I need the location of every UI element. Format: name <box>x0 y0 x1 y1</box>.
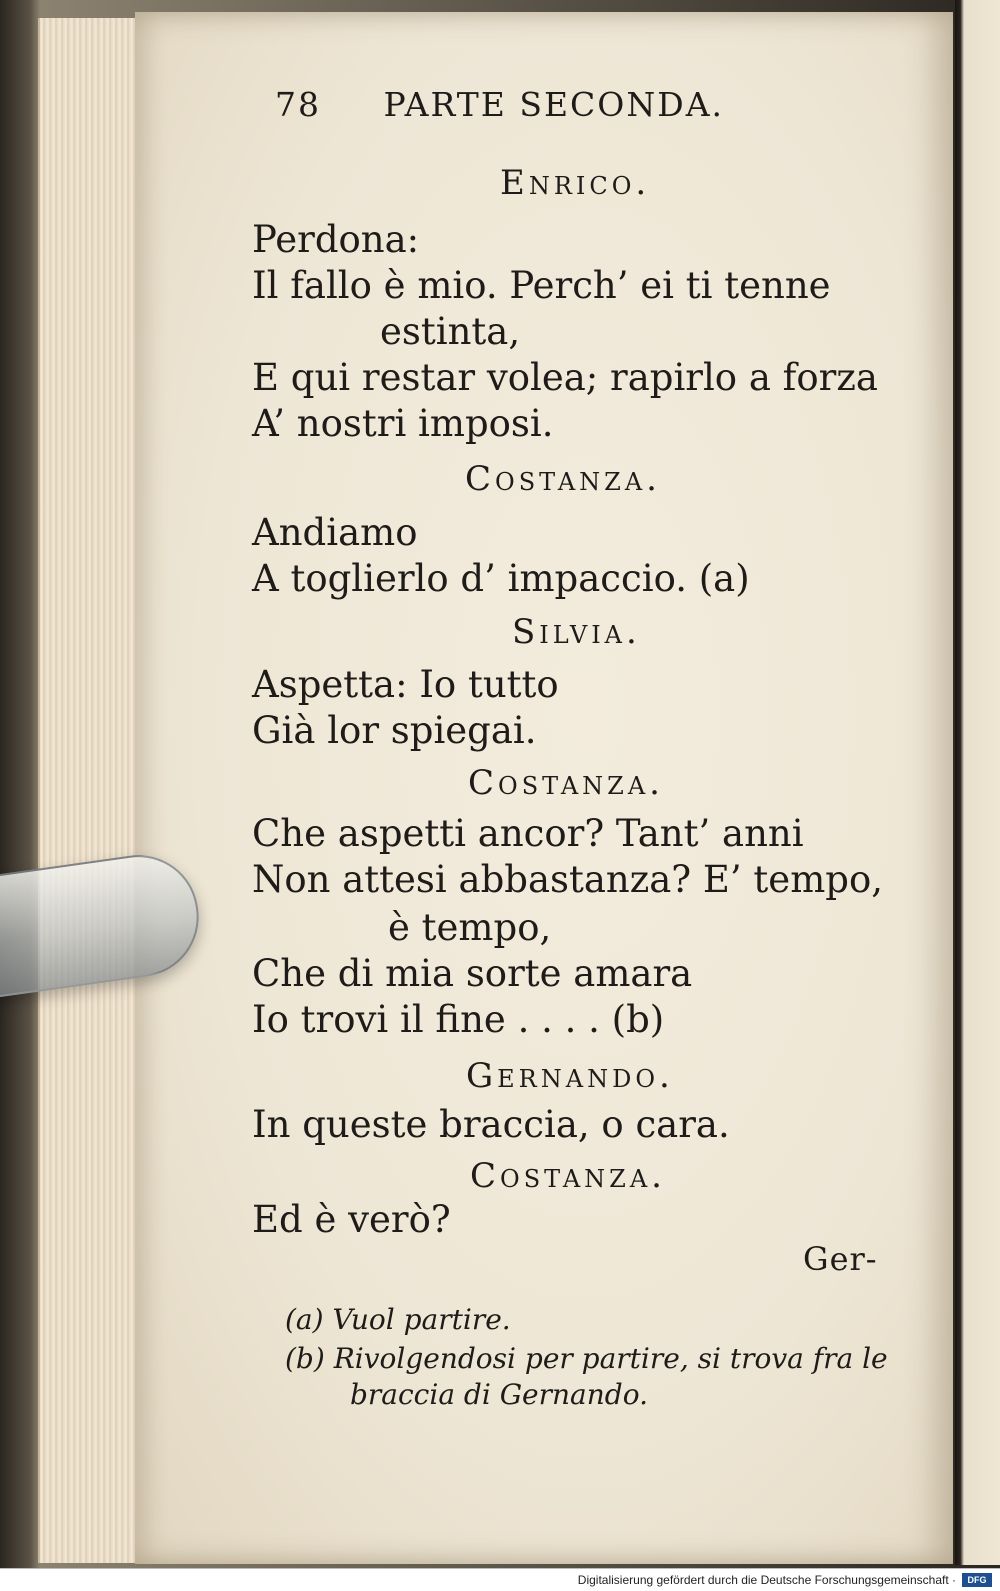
page-number: 78 <box>275 85 321 124</box>
verse-line: A toglierlo d’ impaccio. (a) <box>252 557 750 600</box>
speaker-costanza: Costanza. <box>470 1156 666 1196</box>
verse-line: In queste braccia, o cara. <box>252 1103 730 1146</box>
verse-line: Ed è verò? <box>252 1198 451 1241</box>
facing-page-edge <box>955 0 1000 1565</box>
verse-line: Il fallo è mio. Perch’ ei ti tenne <box>252 264 831 307</box>
funding-credit: Digitalisierung gefördert durch die Deutsche Forschungsgemeinschaft · <box>577 1573 956 1587</box>
speaker-costanza: Costanza. <box>465 459 661 499</box>
footnote-mark: (a) <box>285 1303 324 1336</box>
verse-line: Che aspetti ancor? Tant’ anni <box>252 812 804 855</box>
verse-line: Non attesi abbastanza? E’ tempo, <box>252 858 884 901</box>
page-edges <box>38 18 150 1563</box>
verse-line: Che di mia sorte amara <box>252 952 693 995</box>
dfg-logo: DFG <box>962 1573 992 1587</box>
footnote-a <box>285 1303 511 1336</box>
verse-line: estinta, <box>380 310 521 353</box>
verse-line: E qui restar volea; rapirlo a forza <box>252 356 878 399</box>
speaker-costanza: Costanza. <box>468 763 664 803</box>
digitization-footer <box>0 1568 1000 1591</box>
running-title: PARTE SECONDA. <box>383 85 725 124</box>
footnote-b-continued: braccia di Gernando. <box>350 1378 648 1411</box>
catchword: Ger- <box>803 1240 878 1278</box>
verse-line: Io trovi il fine . . . . (b) <box>252 998 665 1041</box>
verse-line: Aspetta: Io tutto <box>252 663 559 706</box>
footnote-b <box>285 1342 888 1375</box>
verse-line: Già lor spiegai. <box>252 709 537 752</box>
verse-line: Andiamo <box>252 511 418 554</box>
speaker-silvia: Silvia. <box>512 612 641 652</box>
verse-line: Perdona: <box>252 218 420 261</box>
footnote-text: Rivolgendosi per partire, si trova fra le <box>333 1342 888 1375</box>
speaker-enrico: Enrico. <box>500 163 651 203</box>
footnote-text: Vuol partire. <box>332 1303 511 1336</box>
speaker-gernando: Gernando. <box>466 1056 674 1096</box>
verse-line: è tempo, <box>388 906 552 949</box>
footnote-mark: (b) <box>285 1342 325 1375</box>
verse-line: A’ nostri imposi. <box>252 402 554 445</box>
running-header <box>275 85 724 124</box>
